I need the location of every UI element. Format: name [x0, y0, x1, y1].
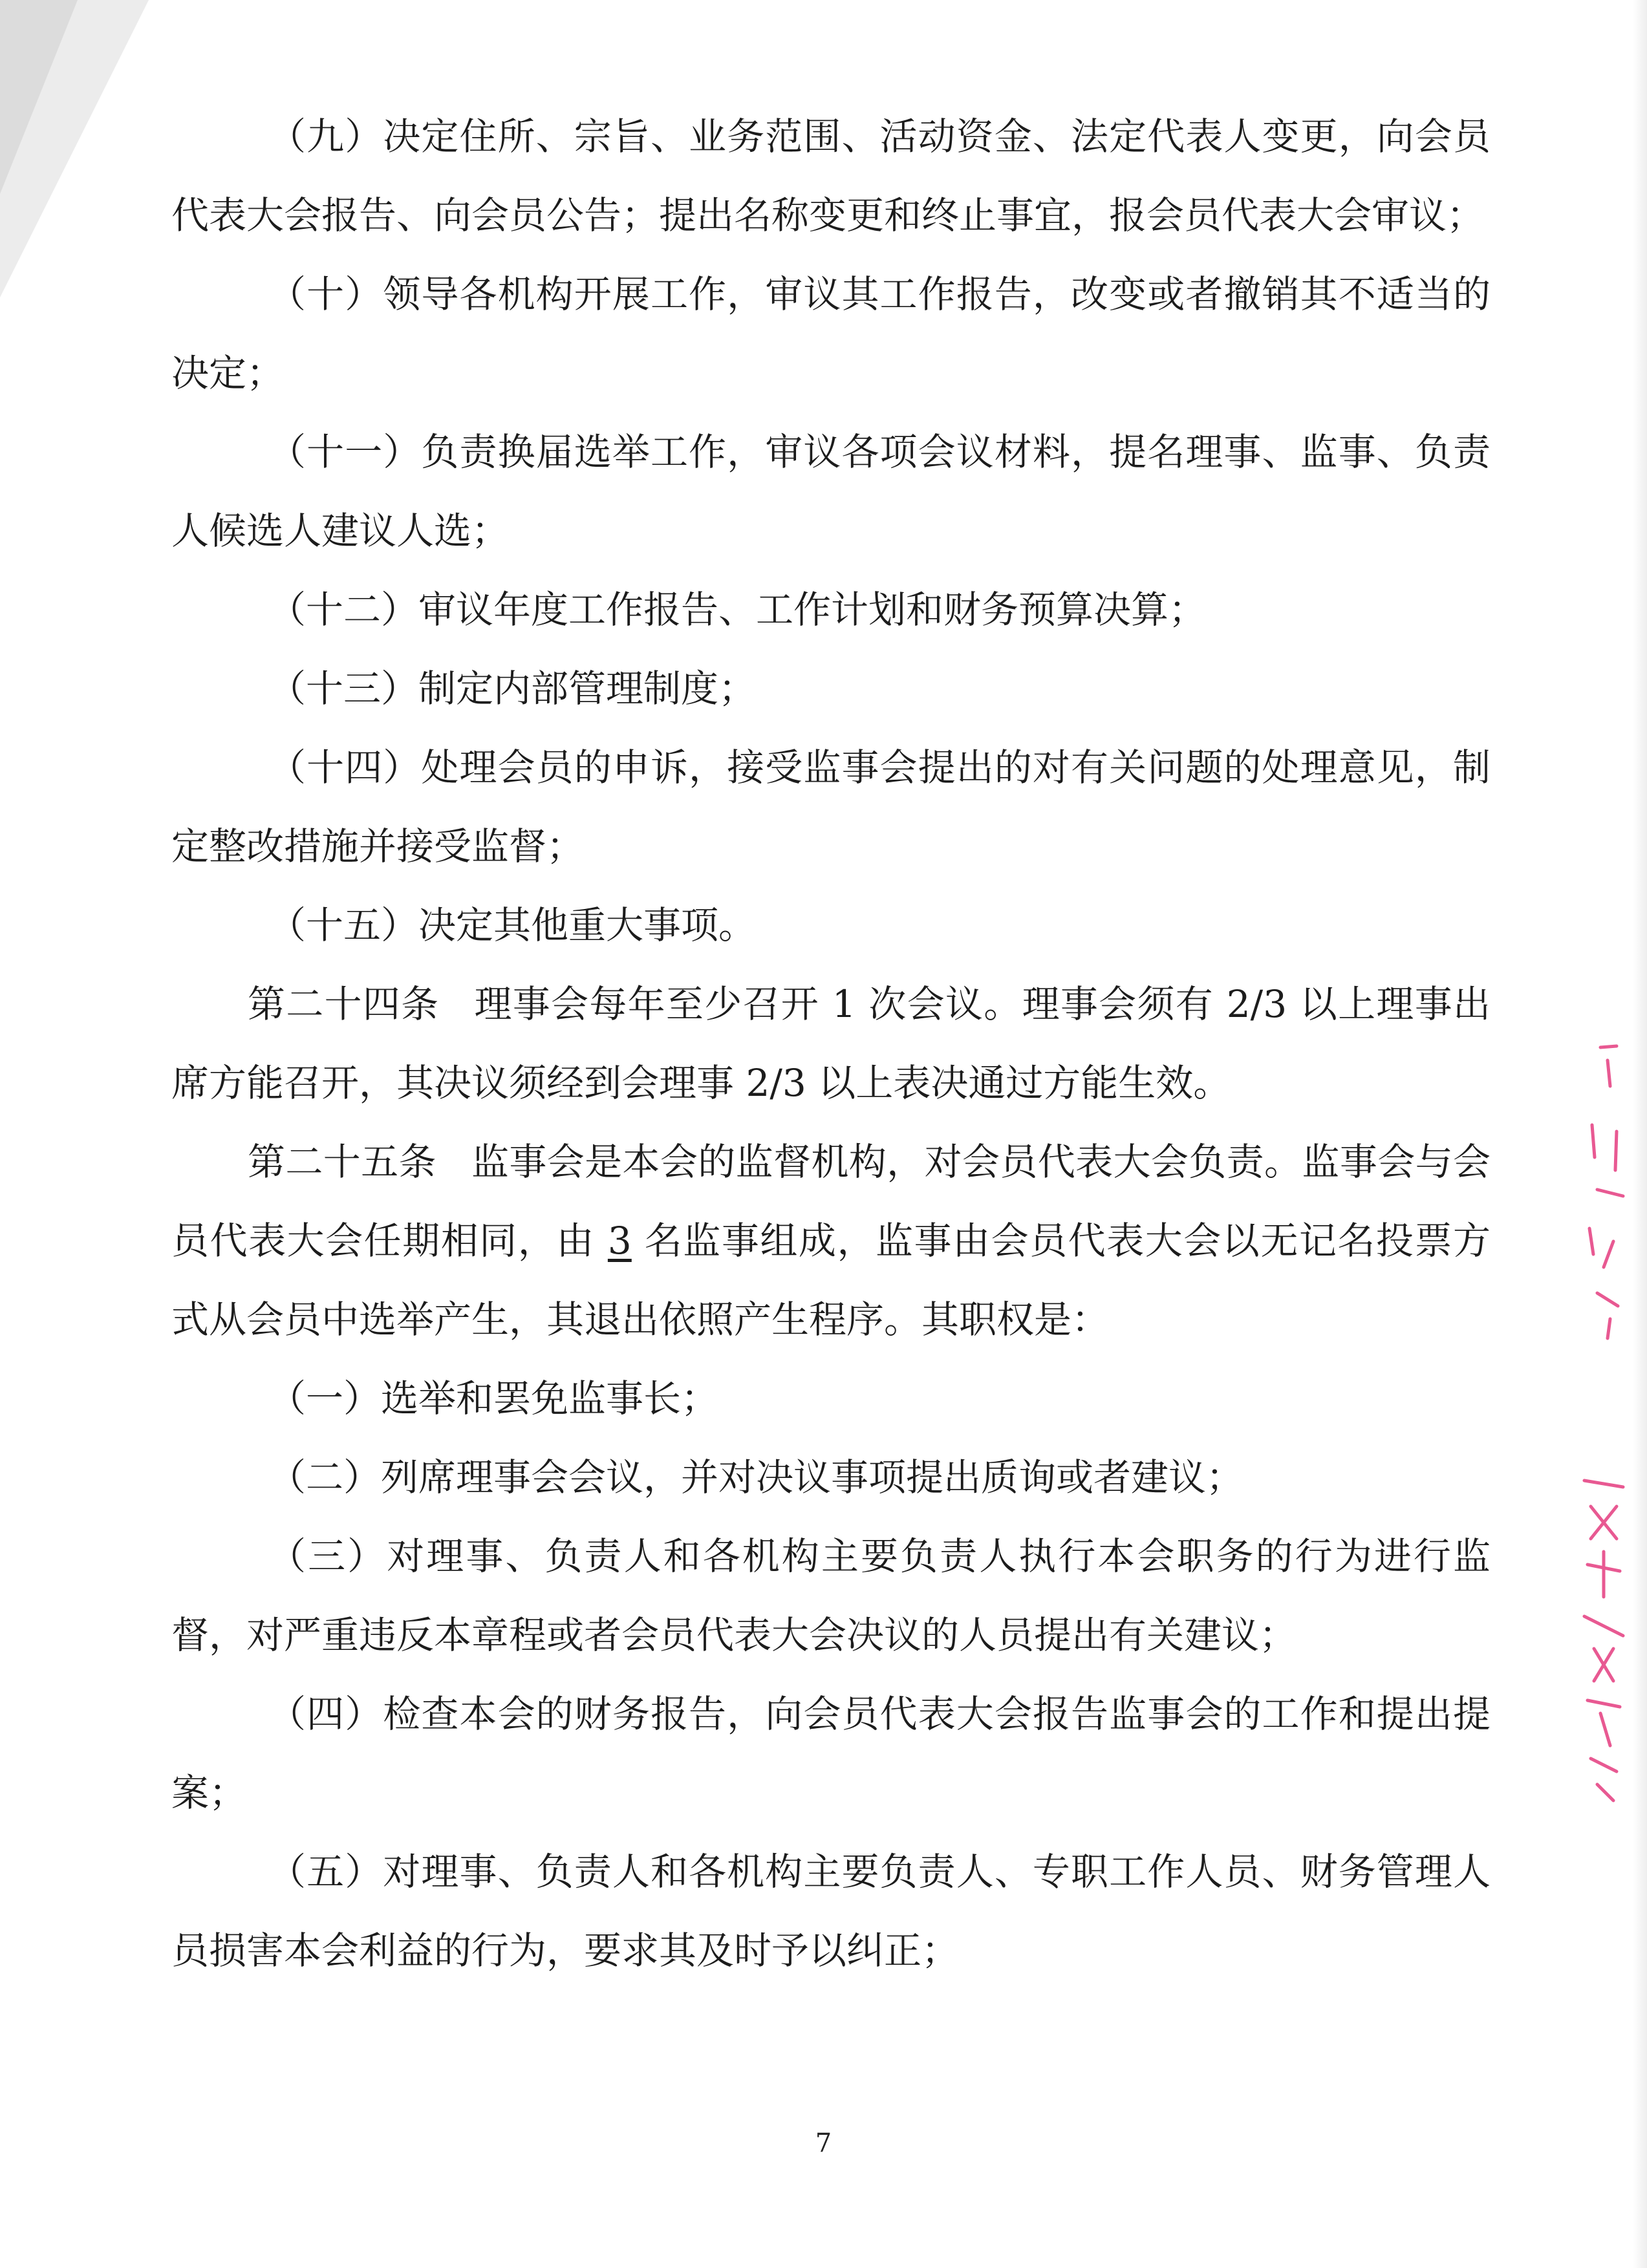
- seal-marks-bottom: [1584, 1481, 1623, 1801]
- paragraph-item-10: （十）领导各机构开展工作，审议其工作报告，改变或者撤销其不适当的决定；: [171, 272, 1491, 395]
- paragraph-item-15: （十五）决定其他重大事项。: [268, 903, 757, 947]
- power-item-1: （一）选举和罢免监事长；: [268, 1376, 719, 1420]
- article-25: [171, 1122, 1491, 1359]
- seal-marks-top: [1589, 1046, 1623, 1338]
- page-edge: [1633, 0, 1647, 2268]
- paragraph-item-9: （九）决定住所、宗旨、业务范围、活动资金、法定代表人变更，向会员代表大会报告、向会员公告；提出名称变更和终止事宜，报会员代表大会审议；: [171, 114, 1491, 237]
- article-24-number: 第二十四条: [248, 982, 440, 1026]
- article-25-text-after: 名监事组成，监事由会员代表大会以无记名投票方式从会员中选举产生，其退出依照产生程序。其职权是：: [171, 1219, 1491, 1342]
- paragraph-item-13: （十三）制定内部管理制度；: [268, 667, 757, 711]
- power-item-2: （二）列席理事会会议，并对决议事项提出质询或者建议；: [268, 1455, 1244, 1499]
- article-24: [171, 965, 1491, 1122]
- article-25-number: 第二十五条: [248, 1140, 436, 1184]
- power-item-5: （五）对理事、负责人和各机构主要负责人、专职工作人员、财务管理人员损害本会利益的行为，要求其及时予以纠正；: [171, 1850, 1491, 1973]
- article-24-text: 理事会每年至少召开 1 次会议。理事会须有 2/3 以上理事出席方能召开，其决议须经到会理事 2/3 以上表决通过方能生效。: [171, 982, 1491, 1105]
- document-body: [171, 97, 1491, 1990]
- page-corner-shadow-inner: [0, 0, 78, 194]
- seal-fragment-top: [1578, 1034, 1630, 1345]
- seal-fragment-bottom: [1578, 1468, 1630, 1810]
- supervisor-count: 3: [607, 1219, 632, 1263]
- power-item-4: （四）检查本会的财务报告，向会员代表大会报告监事会的工作和提出提案；: [171, 1692, 1491, 1815]
- paragraph-item-11: （十一）负责换届选举工作，审议各项会议材料，提名理事、监事、负责人候选人建议人选；: [171, 430, 1491, 553]
- paragraph-item-12: （十二）审议年度工作报告、工作计划和财务预算决算；: [268, 588, 1207, 632]
- article-25-text-before: 监事会是本会的监督机构，对会员代表大会负责。监事会与会员代表大会任期相同，由: [171, 1140, 1491, 1263]
- power-item-3: （三）对理事、负责人和各机构主要负责人执行本会职务的行为进行监督，对严重违反本章程或者会员代表大会决议的人员提出有关建议；: [171, 1534, 1491, 1657]
- page-number: 7: [815, 2128, 832, 2158]
- paragraph-item-14: （十四）处理会员的申诉，接受监事会提出的对有关问题的处理意见，制定整改措施并接受监督；: [171, 745, 1491, 868]
